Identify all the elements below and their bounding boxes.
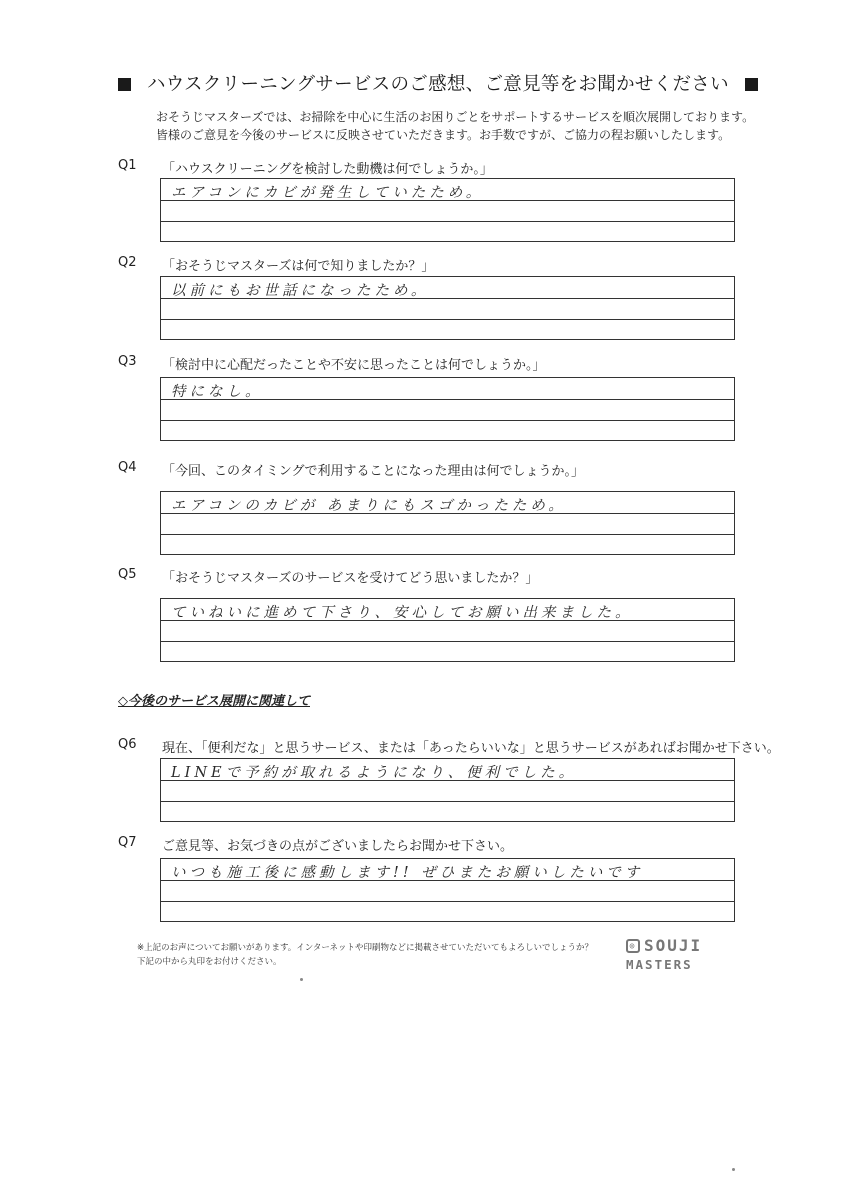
question-text: ご意見等、お気づきの点がございましたらお聞かせ下さい。 [162, 839, 514, 854]
question-number: Q4 [118, 460, 137, 475]
question-number: Q1 [118, 158, 137, 173]
handwritten-answer: ていねいに進めて下さり、安心してお願い出来ました。 [171, 605, 634, 621]
intro-text [156, 108, 796, 144]
intro-line-2: 皆様のご意見を今後のサービスに反映させていただきます。お手数ですが、ご協力の程お願いしたします。 [156, 128, 731, 142]
square-bullet-icon [745, 78, 758, 91]
question-number: Q3 [118, 354, 137, 369]
handwritten-answer: LINEで予約が取れるようになり、便利でした。 [171, 765, 578, 781]
answer-box-q2[interactable] [160, 276, 735, 340]
answer-box-q7[interactable] [160, 858, 735, 922]
handwritten-answer: いつも施工後に感動します!! ぜひまたお願いしたいです [171, 865, 644, 881]
answer-box-q1[interactable] [160, 178, 735, 242]
handwritten-answer: 以前にもお世話になったため。 [171, 283, 430, 299]
scan-speck [300, 978, 303, 981]
answer-box-q3[interactable] [160, 377, 735, 441]
souji-masters-logo [626, 936, 740, 980]
question-text: 現在、「便利だな」と思うサービス、または「あったらいいな」と思うサービスがあればお聞かせ下さい。 [162, 741, 780, 756]
question-number: Q2 [118, 255, 137, 270]
answer-box-q5[interactable] [160, 598, 735, 662]
handwritten-answer: エアコンにカビが発生していたため。 [171, 185, 485, 201]
scan-speck [732, 1168, 735, 1171]
intro-line-1: おそうじマスターズでは、お掃除を中心に生活のお困りごとをサポートするサービスを順次展開しております。 [156, 110, 755, 124]
question-text: 「ハウスクリーニングを検討した動機は何でしょうか。」 [162, 162, 493, 177]
logo-line-1: SOUJI [644, 936, 703, 955]
handwritten-answer: エアコンのカビが あまりにもスゴかったため。 [171, 498, 567, 514]
question-number: Q7 [118, 835, 137, 850]
logo-line-2: MASTERS [626, 957, 693, 972]
note-line-1: ※上記のお声についてお願いがあります。インターネットや印刷物などに掲載させていただいてもよろしいでしょうか？ [137, 943, 594, 953]
question-text: 「おそうじマスターズのサービスを受けてどう思いましたか？」 [162, 571, 539, 586]
question-number: Q6 [118, 737, 137, 752]
question-text: 「今回、このタイミングで利用することになった理由は何でしょうか。」 [162, 464, 584, 479]
title-text: ハウスクリーニングサービスのご感想、ご意見等をお聞かせください [147, 74, 729, 95]
square-bullet-icon [118, 78, 131, 91]
section-heading: ◇今後のサービス展開に関連して [118, 694, 310, 709]
answer-box-q6[interactable] [160, 758, 735, 822]
logo-mark-icon: ◎ [626, 939, 640, 953]
answer-box-q4[interactable] [160, 491, 735, 555]
question-number: Q5 [118, 567, 137, 582]
question-text: 「検討中に心配だったことや不安に思ったことは何でしょうか。」 [162, 358, 546, 373]
note-line-2: 下記の中から丸印をお付けください。 [137, 957, 282, 967]
page-title [118, 70, 808, 96]
handwritten-answer: 特になし。 [171, 384, 264, 400]
publication-note [137, 941, 637, 969]
question-text: 「おそうじマスターズは何で知りましたか？」 [162, 259, 435, 274]
